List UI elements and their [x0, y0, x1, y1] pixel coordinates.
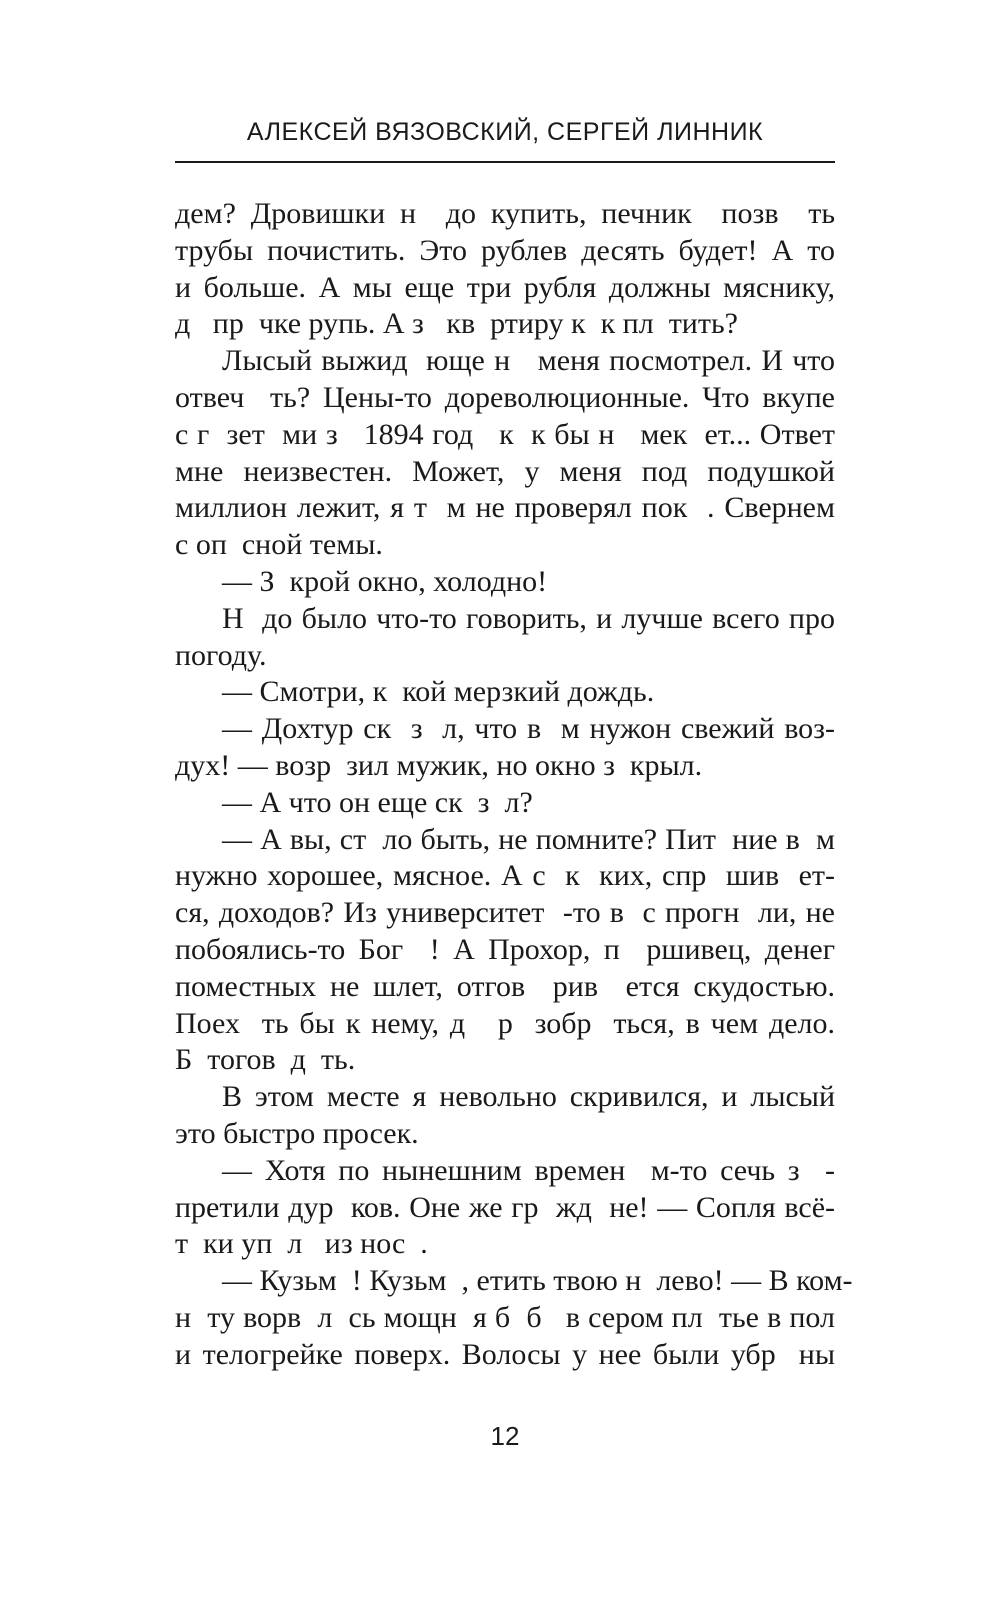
text-line: — Дохтур ск з л, что в м нужон свежий воз-	[222, 712, 835, 746]
text-line: трубы почистить. Это рублев десять будет! А то	[175, 233, 835, 267]
text-line: побоялись-то Бог ! А Прохор, п ршивец, денег	[175, 932, 835, 966]
page-number: 12	[490, 1421, 520, 1451]
body-text	[175, 196, 853, 1374]
text-line: дем? Дровишки н до купить, печник позв ть	[175, 197, 835, 230]
text-line: — А вы, ст ло быть, не помните? Пит ние в м	[222, 822, 835, 856]
text-line: поместных не шлет, отгов рив ется скудостью.	[175, 969, 835, 1003]
text-line: д пр чке рупь. А з кв ртиру к к пл тить?	[175, 307, 738, 341]
text-line: с оп сной темы.	[175, 528, 383, 562]
text-line: н ту ворв л сь мощн я б б в сером пл тье в пол	[175, 1300, 835, 1334]
running-head: АЛЕКСЕЙ ВЯЗОВСКИЙ, СЕРГЕЙ ЛИННИК	[246, 118, 764, 146]
text-line: нужно хорошее, мясное. А с к ких, спр шив ет-	[175, 859, 835, 893]
text-line: — Кузьм ! Кузьм , етить твою н лево! — В ком-	[222, 1264, 853, 1298]
text-line: В этом месте я невольно скривился, и лысый	[222, 1080, 835, 1114]
text-line: т ки уп л из нос .	[175, 1227, 428, 1261]
text-line: претили дур ков. Оне же гр жд не! — Сопля всё-	[175, 1190, 835, 1224]
text-line: отвеч ть? Цены-то дореволюционные. Что вкупе	[175, 380, 835, 414]
text-line: мне неизвестен. Может, у меня под подушкой	[175, 454, 835, 488]
text-line: — Смотри, к кой мерзкий дождь.	[222, 675, 655, 709]
text-line: Лысый выжид юще н меня посмотрел. И что	[222, 344, 835, 378]
text-line: с г зет ми з 1894 год к к бы н мек ет... Ответ	[175, 417, 835, 451]
text-line: и больше. А мы еще три рубля должны мяснику,	[175, 270, 835, 304]
text-line: и телогрейке поверх. Волосы у нее были убр ны	[175, 1337, 835, 1371]
text-line: это быстро просек.	[175, 1116, 419, 1150]
text-line: Поех ть бы к нему, д р зобр ться, в чем дело.	[175, 1006, 835, 1040]
text-line: — А что он еще ск з л?	[222, 785, 533, 819]
header-rule	[175, 161, 835, 163]
text-line: — Хотя по нынешним времен м-то сечь з -	[222, 1153, 835, 1187]
text-line: дух! — возр зил мужик, но окно з крыл.	[175, 748, 703, 782]
text-line: ся, доходов? Из университет -то в с прогн ли, не	[175, 896, 835, 930]
text-line: — З крой окно, холодно!	[222, 564, 548, 598]
text-line: Н до было что-то говорить, и лучше всего про	[222, 601, 835, 635]
text-line: миллион лежит, я т м не проверял пок . Свернем	[175, 491, 835, 525]
text-line: Б тогов д ть.	[175, 1043, 356, 1077]
text-line: погоду.	[175, 638, 267, 672]
